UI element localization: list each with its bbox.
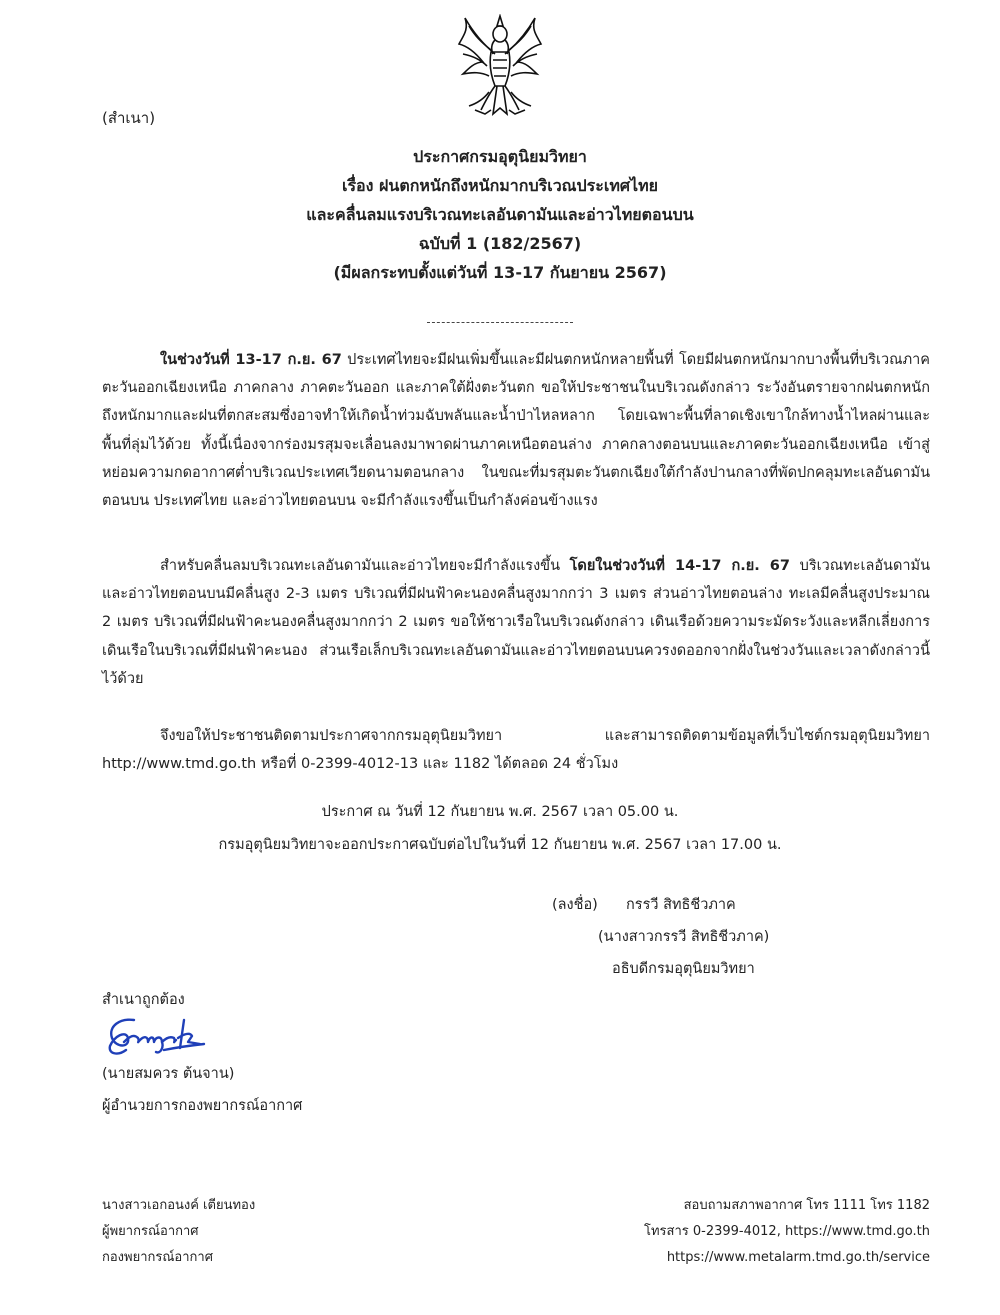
paragraph-rain-text: ประเทศไทยจะมีฝนเพิ่มขึ้นและมีฝนตกหนักหลายพื้นที่ โดยมีฝนตกหนักมากบางพื้นที่บริเวณภาคตะวันออกเฉียงเหนือ ภาคกลาง ภาคตะวันออก และภาคใต้ฝั่งตะวันตก ขอให้ประชาชนในบริเวณดังกล่าว ระวังอันตรายจากฝนตกหนักถึงหนักมากและฝนที่ตกสะสมซึ่งอาจทำให้เกิดน้ำท่วมฉับพลันและน้ำป่าไหลหลาก โดยเฉพาะพื้นที่ลาดเชิงเขาใกล้ทางน้ำไหลผ่านและพื้นที่ลุ่มไว้ด้วย ทั้งนี้เนื่องจากร่องมรสุมจะเลื่อนลงมาพาดผ่านภาคเหนือตอนล่าง ภาคกลางตอนบนและภาคตะวันออกเฉียงเหนือ เข้าสู่หย่อมความกดอากาศต่ำบริเวณประเทศเวียดนามตอนกลาง ในขณะที่มรสุมตะวันตกเฉียงใต้กำลังปานกลางที่พัดปกคลุมทะเลอันดามันตอนบน ประเทศไทย และอ่าวไทยตอนบน จะมีกำลังแรงขึ้นเป็นกำลังค่อนข้างแรง xyxy=(102,352,930,510)
title-line-1: ประกาศกรมอุตุนิยมวิทยา xyxy=(413,147,587,166)
announced-date: ประกาศ ณ วันที่ 12 กันยายน พ.ศ. 2567 เวลา 05.00 น. xyxy=(321,804,679,820)
handwritten-signature xyxy=(104,1014,214,1060)
forecaster-name: นางสาวเอกอนงค์ เตียนทอง xyxy=(102,1198,256,1213)
paragraph-follow-text: จึงขอให้ประชาชนติดตามประกาศจากกรมอุตุนิยมวิทยา และสามารถติดตามข้อมูลที่เว็บไซต์กรมอุตุนิยมวิทยา http://www.tmd.go.th หรือที่ 0-2399-4012-13 และ 1182 ได้ตลอด 24 ชั่วโมง xyxy=(102,728,930,773)
footer-phone: สอบถามสภาพอากาศ โทร 1111 โทร 1182 xyxy=(683,1198,930,1213)
footer-service-link[interactable]: https://www.metalarm.tmd.go.th/service xyxy=(666,1250,930,1265)
title-line-3: และคลื่นลมแรงบริเวณทะเลอันดามันและอ่าวไทยตอนบน xyxy=(306,205,694,224)
paragraph-waves-text-a: สำหรับคลื่นลมบริเวณทะเลอันดามันและอ่าวไทยจะมีกำลังแรงขึ้น xyxy=(160,558,570,574)
garuda-emblem-icon xyxy=(445,14,555,120)
title-line-5: (มีผลกระทบตั้งแต่วันที่ 13-17 กันยายน 2567) xyxy=(333,263,667,282)
next-issue-note: กรมอุตุนิยมวิทยาจะออกประกาศฉบับต่อไปในวันที่ 12 กันยายน พ.ศ. 2567 เวลา 17.00 น. xyxy=(218,837,782,853)
paragraph-waves-lead: โดยในช่วงวันที่ 14-17 ก.ย. 67 xyxy=(569,558,790,574)
certifier-name: (นายสมควร ต้นจาน) xyxy=(102,1066,235,1082)
signed-name: กรรวี สิทธิชีวภาค xyxy=(626,897,736,913)
title-line-2: เรื่อง ฝนตกหนักถึงหนักมากบริเวณประเทศไทย xyxy=(341,176,659,195)
paragraph-waves xyxy=(102,552,930,693)
paragraph-rain xyxy=(102,346,930,515)
paragraph-follow xyxy=(102,722,930,778)
certifier-position: ผู้อำนวยการกองพยากรณ์อากาศ xyxy=(102,1098,303,1114)
forecaster-division: กองพยากรณ์อากาศ xyxy=(102,1250,213,1265)
signed-label: (ลงชื่อ) xyxy=(552,897,598,913)
signatory-full-name: (นางสาวกรรวี สิทธิชีวภาค) xyxy=(598,929,770,945)
footer-right xyxy=(644,1193,930,1271)
divider xyxy=(427,322,573,323)
certified-label: สำเนาถูกต้อง xyxy=(102,992,185,1008)
announcement-title xyxy=(150,143,850,288)
forecaster-role: ผู้พยากรณ์อากาศ xyxy=(102,1224,199,1239)
paragraph-rain-lead: ในช่วงวันที่ 13-17 ก.ย. 67 xyxy=(160,352,342,368)
copy-mark: (สำเนา) xyxy=(102,109,156,127)
footer-fax: โทรสาร 0-2399-4012, https://www.tmd.go.th xyxy=(644,1224,930,1239)
title-line-4: ฉบับที่ 1 (182/2567) xyxy=(418,234,582,253)
signatory-position: อธิบดีกรมอุตุนิยมวิทยา xyxy=(612,961,755,977)
footer-left xyxy=(102,1193,255,1271)
paragraph-waves-text-b: บริเวณทะเลอันดามันและอ่าวไทยตอนบนมีคลื่นสูง 2-3 เมตร บริเวณที่มีฝนฟ้าคะนองคลื่นสูงมากกว่า 3 เมตร ส่วนอ่าวไทยตอนล่าง ทะเลมีคลื่นสูงประมาณ 2 เมตร บริเวณที่มีฝนฟ้าคะนองคลื่นสูงมากกว่า 2 เมตร ขอให้ชาวเรือในบริเวณดังกล่าว เดินเรือด้วยความระมัดระวังและหลีกเลี่ยงการเดินเรือในบริเวณที่มีฝนฟ้าคะนอง ส่วนเรือเล็กบริเวณทะเลอันดามันและอ่าวไทยตอนบนควรงดออกจากฝั่งในช่วงวันและเวลาดังกล่าวนี้ไว้ด้วย xyxy=(102,558,930,687)
